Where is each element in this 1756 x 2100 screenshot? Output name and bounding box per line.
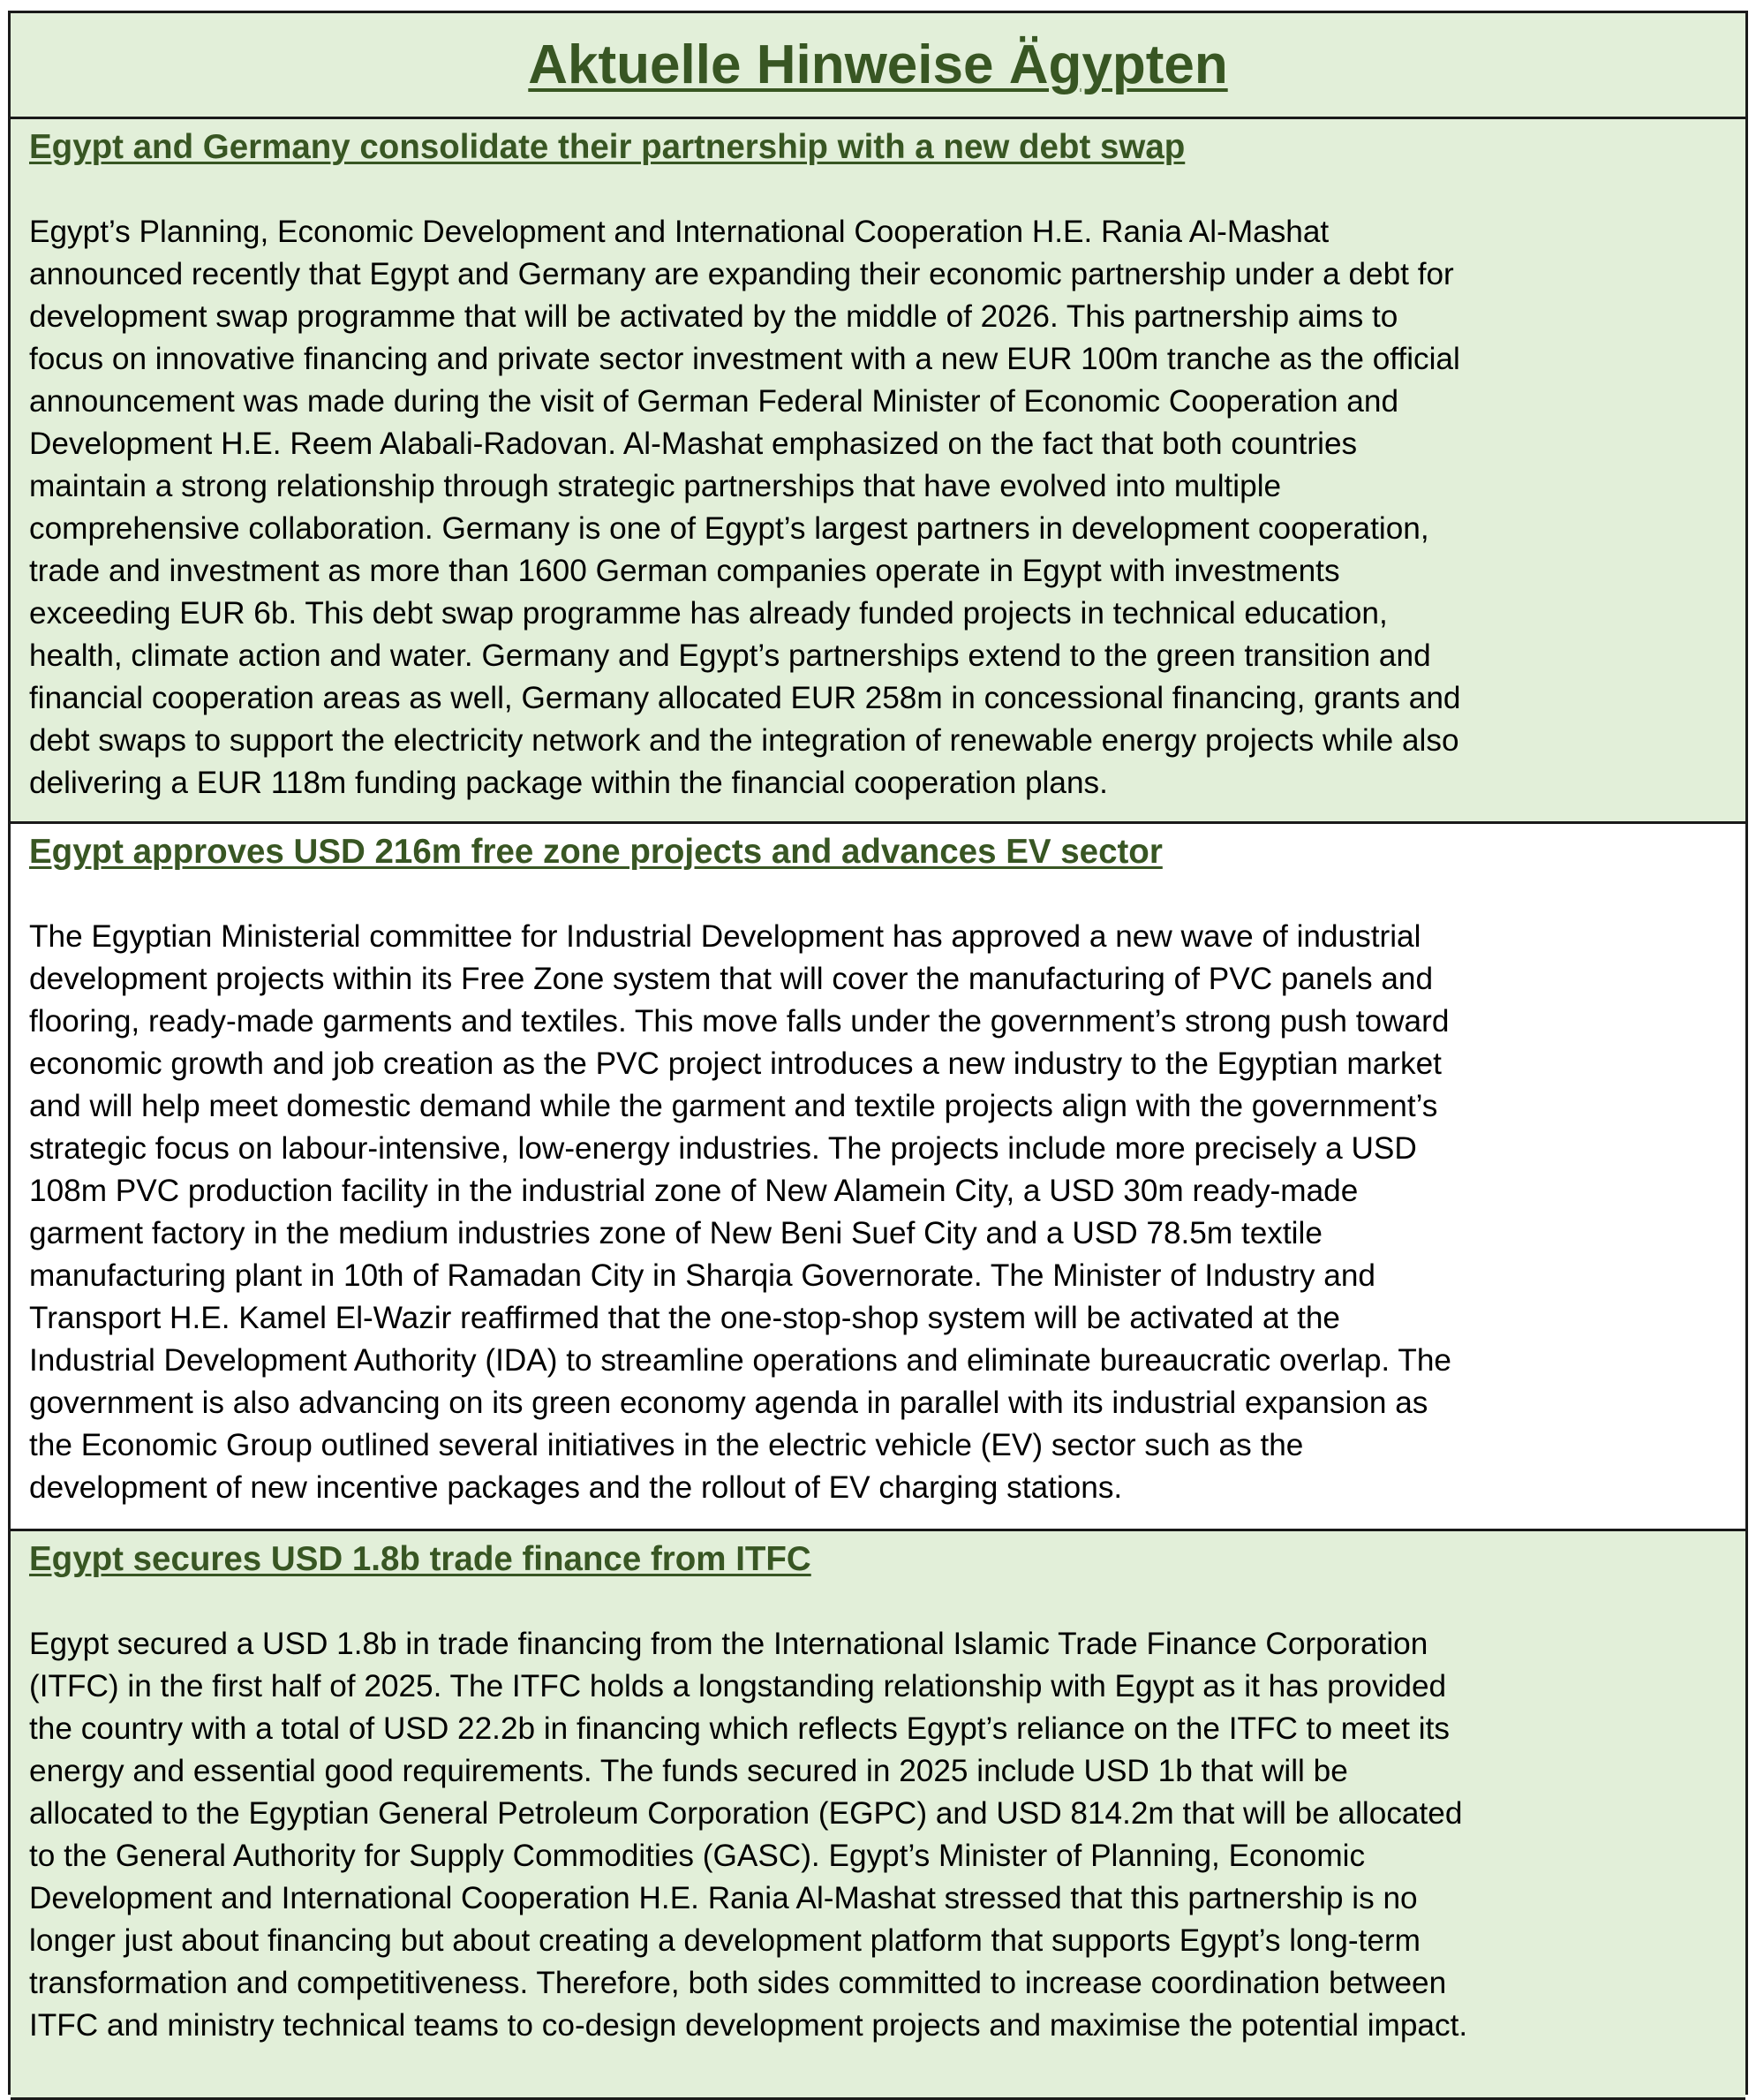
title-row bbox=[11, 13, 1745, 119]
news-table bbox=[8, 11, 1748, 2095]
page-title: Aktuelle Hinweise Ägypten bbox=[528, 34, 1228, 95]
section-body: Egypt secured a USD 1.8b in trade financing from the International Islamic Trade Finance Corporation (ITFC) in the first half of 2025. The ITFC holds a longstanding relationship with Egypt as it has provided the country with a total of USD 22.2b in financing which reflects Egypt’s reliance on the ITFC to meet its energy and essential good requirements. The funds secured in 2025 include USD 1b that will be allocated to the Egyptian General Petroleum Corporation (EGPC) and USD 814.2m that will be allocated to the General Authority for Supply Commodities (GASC). Egypt’s Minister of Planning, Economic Development and International Cooperation H.E. Rania Al-Mashat stressed that this partnership is no longer just about financing but about creating a development platform that supports Egypt’s long-term transformation and competitiveness. Therefore, both sides committed to increase coordination between ITFC and ministry technical teams to co-design development projects and maximise the potential impact. bbox=[29, 1627, 1468, 2043]
section-body: Egypt’s Planning, Economic Development and International Cooperation H.E. Rania Al-Mashat announced recently that Egypt and Germany are expanding their economic partnership under a debt for development swap programme that will be activated by the middle of 2026. This partnership aims to focus on innovative financing and private sector investment with a new EUR 100m tranche as the official announcement was made during the visit of German Federal Minister of Economic Cooperation and Development H.E. Reem Alabali-Radovan. Al-Mashat emphasized on the fact that both countries maintain a strong relationship through strategic partnerships that have evolved into multiple comprehensive collaboration. Germany is one of Egypt’s largest partners in development cooperation, trade and investment as more than 1600 German companies operate in Egypt with investments exceeding EUR 6b. This debt swap programme has already funded projects in technical education, health, climate action and water. Germany and Egypt’s partnerships extend to the green transition and financial cooperation areas as well, Germany allocated EUR 258m in concessional financing, grants and debt swaps to support the electricity network and the integration of renewable energy projects while also delivering a EUR 118m funding package within the financial cooperation plans. bbox=[29, 215, 1461, 800]
news-section-free-zone bbox=[11, 824, 1745, 1531]
news-section-itfc bbox=[11, 1531, 1745, 2100]
section-heading: Egypt approves USD 216m free zone projects and advances EV sector bbox=[29, 833, 1163, 871]
section-heading: Egypt secures USD 1.8b trade finance from ITFC bbox=[29, 1540, 811, 1578]
news-section-debt-swap bbox=[11, 119, 1745, 824]
section-heading: Egypt and Germany consolidate their partnership with a new debt swap bbox=[29, 128, 1186, 166]
section-body: The Egyptian Ministerial committee for Industrial Development has approved a new wave of industrial development projects within its Free Zone system that will cover the manufacturing of PVC panels and flooring, ready-made garments and textiles. This move falls under the government’s strong push toward economic growth and job creation as the PVC project introduces a new industry to the Egyptian market and will help meet domestic demand while the garment and textile projects align with the government’s strategic focus on labour-intensive, low-energy industries. The projects include more precisely a USD 108m PVC production facility in the industrial zone of New Alamein City, a USD 30m ready-made garment factory in the medium industries zone of New Beni Suef City and a USD 78.5m textile manufacturing plant in 10th of Ramadan City in Sharqia Governorate. The Minister of Industry and Transport H.E. Kamel El-Wazir reaffirmed that the one-stop-shop system will be activated at the Industrial Development Authority (IDA) to streamline operations and eliminate bureaucratic overlap. The government is also advancing on its green economy agenda in parallel with its industrial expansion as the Economic Group outlined several initiatives in the electric vehicle (EV) sector such as the development of new incentive packages and the rollout of EV charging stations. bbox=[29, 919, 1451, 1505]
